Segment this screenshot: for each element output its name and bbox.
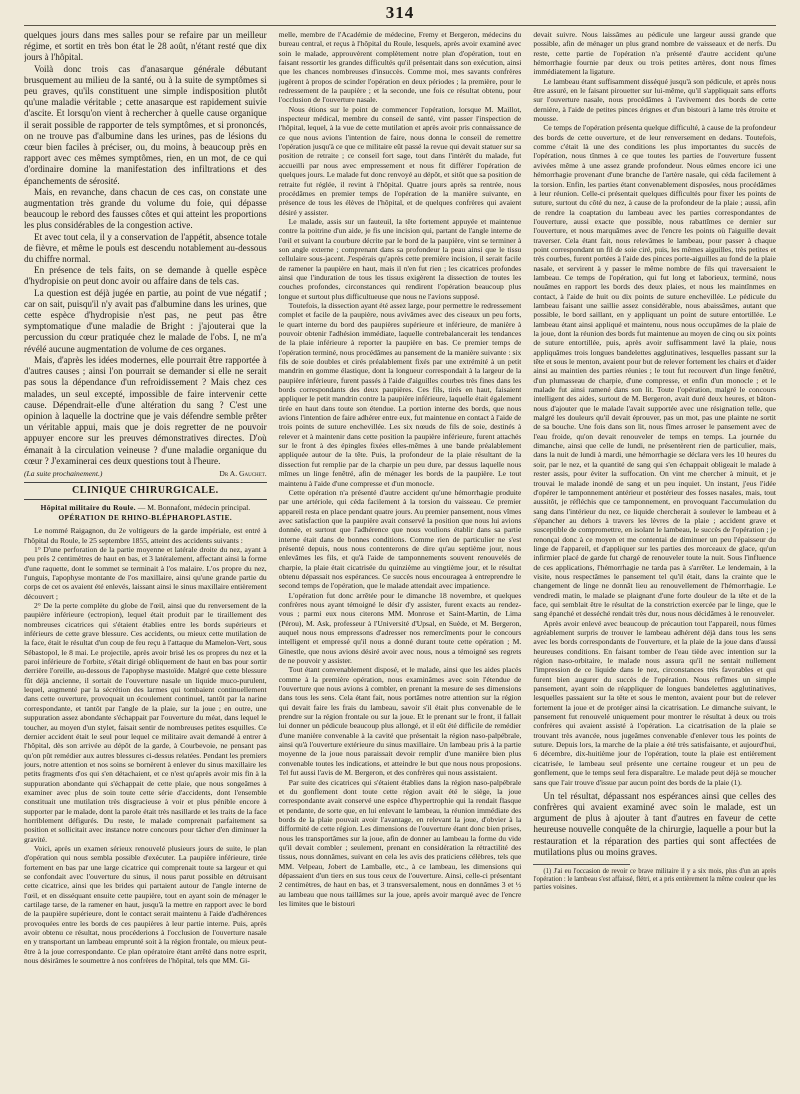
- paragraph: En présence de tels faits, on se demande à quelle espèce d'hydropisie on peut donc avoir ou affaire dans de tels cas.: [24, 265, 267, 287]
- paragraph: La question est déjà jugée en partie, au point de vue négatif ; car on sait, puisqu'il n'y avait pas d'albumine dans les urines, que cette espèce d'hydropisie n'est pas, ne peut pas être symptomatique d'une maladie de Bright : j'ajouterai que la percussion du cœur pratiquée chez le malade de l'obs. I, ne m'a révélé aucune augmentation de volume de ces organes.: [24, 287, 267, 354]
- operation-title: OPÉRATION DE RHINO-BLÉPHAROPLASTIE.: [58, 513, 233, 522]
- hospital-name: Hôpital militaire du Roule.: [40, 502, 136, 512]
- hospital-physician: — M. Bonnafont, médecin principal.: [135, 502, 251, 512]
- paragraph: Mais, d'après les idées modernes, elle pourrait être rapportée à d'autres causes ; ainsi l'on pourrait se demander si elle ne serait pas sous la dépendance d'un refroidissement ? Mais chez ces malades, un seul excepté, impossible de faire intervenir cette cause. Dépendrait-elle d'une altération du sang ? C'est une opinion à laquelle la doctrine que je vais défendre semble prêter un véritable appui, mais que je dois regretter de ne pouvoir appuyer encore sur les preuves démonstratives directes. D'où émanait à la circulation veineuse ? d'une maladie organique du cœur ? J'examinerai ces deux questions tout à l'heure.: [24, 354, 267, 466]
- paragraph: Après avoir enlevé avec beaucoup de précaution tout l'appareil, nous fûmes agréablement surpris de trouver le lambeau adhérent déjà dans tous les sens avec les bords correspondants de l'ouverture, et la plaie de la joue dans d'aussi heureuses conditions. En faisant tomber de l'eau tiède avec intention sur la région naso-orbitaire, le malade nous assura qu'il ne sentait nullement l'impression de ce liquide dans le nez, circonstances très favorables et qui furent bien augurer du succès de l'opération. Nous refîmes un simple pansement, ayant soin de réappliquer de longues bandelettes agglutinatives, lesquelles passaient sur la tête et sous le menton, avaient pour but de relever fortement la joue et de protéger ainsi la cicatrisation. Le dimanche suivant, le pansement fut renouvelé uniquement pour montrer le résultat à deux ou trois confrères qui avaient assisté à l'opération. La cicatrisation de la plaie se trouvant très avancée, nous jugeâmes convenable d'enlever tous les points de suture. Depuis lors, la marche de la plaie a été très satisfaisante, et aujourd'hui, 6 décembre, dix-huitième jour de l'opération, toute la plaie est entièrement cicatrisée, le lambeau seul présente une certaine rougeur et un peu de gonflement, que le temps seul fera disparaître. Le malade peut déjà se moucher sans que l'air trouve d'issue par aucun point des bords de la plaie (1).: [533, 618, 776, 787]
- text-columns: [24, 30, 776, 1094]
- paragraph: Toutefois, la dissection ayant été assez large, pour permettre le redressement complet et facile de la paupière, nous avivâmes avec des ciseaux un peu forts, le quart interne du bord des paupières supérieure et inférieure, de manière à pouvoir obtenir l'adhésion immédiate, laquelle contrebalancerait les tendances de la plaie inférieure à reporter la paupière en bas. Ce premier temps de l'opération terminé, nous procédâmes au pansement de la manière suivante : six fils de soie doubles et cirés préalablement fixés par une extrémité à un petit mandrin en gomme élastique, dont la longueur correspondait à la largeur de la paupière inférieure, furent passés à l'aide d'aiguilles courbes très fines dans les bords correspondants des deux paupières. Ces fils, tirés en haut, faisaient appliquer le petit mandrin contre la paupière inférieure, laquelle était également tirée en haut dans toute son étendue. La portion interne des bords, que nous avions l'intention de faire adhérer entre eux, fut maintenue en contact à l'aide de trois points de suture enchevillée. Les six nœuds de fils de soie, destinés à relever et à maintenir dans cette position la paupière inférieure, furent attachés sur le front à des épingles fixées elles-mêmes à une bande préalablement appliquée autour de la tête. Puis, la profondeur de la plaie résultant de la dissection fut remplie par de la charpie un peu dure, par dessus laquelle nous mîmes un linge fenêtré, afin de ménager les bords de la paupière. Le tout maintenu à l'aide d'une compresse et d'un monocle.: [278, 300, 522, 488]
- author-signature: Dr A. Gauchet.: [219, 468, 267, 478]
- footnote-rule: [533, 864, 630, 865]
- paragraph: 2° De la perte complète du globe de l'œil, ainsi que du renversement de la paupière inférieure (ectropion), lequel était produit par le tiraillement des nombreuses cicatrices qui s'étaient établies entre les bords supérieurs et inférieurs de cette grave blessure. Ces accidents, ou mieux cette mutilation de la face, était le résultat d'un coup de feu reçu à l'attaque du Mamelon-Vert, sous Sébastopol, le 8 mai. Le projectile, après avoir brisé les os propres du nez et la paroi inférieure de l'orbite, s'était dirigé obliquement de haut en bas pour sortir derrière l'oreille, au-dessous de l'apophyse mastoïde. Malgré que cette blessure fût déjà ancienne, il sortait de l'ouverture nasale un liquide muco-purulent, lequel, augmenté par la sécrétion des larmes qui tombaient continuellement dans cette ouverture, provoquait un écoulement continuel, tantôt par la narine correspondante, et tantôt par l'angle de la plaie, sur la joue ; en outre, une suppuration assez abondante s'échappait par l'ouverture du méat, dans lequel le toucher, au moyen d'un stylet, faisait sentir de nombreuses petites esquilles. Ce dernier accident était le seul pour lequel ce militaire avait demandé à entrer à l'hôpital, dès son arrivée au dépôt de la garde, à Courbevoie, ne pensant pas qu'on pût remédier aux autres blessures ci-dessus relatées. Pendant les premiers jours, notre attention et nos soins se bornèrent à enlever du sinus maxillaire les petits fragments d'os qui s'en détachaient, et ce n'est qu'après avoir mis fin à la suppuration abondante qui s'échappait de cette plaie, que nous songeâmes à examiner avec plus de soin toute cette série d'accidents, dont l'ensemble constituait une mutilation très disgracieuse à voir et plus pénible encore à supporter par le malade, dont la parole était très nasillarde et les traits de la face horriblement défigurés. Du reste, le malade comprenait parfaitement sa position et sollicitait avec instance notre concours pour tâcher d'en diminuer la gravité.: [24, 601, 267, 844]
- column-2: [279, 30, 522, 1094]
- continued-note: (La suite prochainement.): [24, 468, 103, 478]
- paragraph: Voilà donc trois cas d'anasarque générale débutant brusquement au milieu de la santé, ou à la suite de symptômes si peu graves, qu'ils constituent une simple indisposition plutôt qu'une maladie véritable ; cette anasarque est rapidement suivie d'ascite. Et lorsqu'on vient à rechercher à quelle cause organique il serait possible de rapporter de tels symptômes, et si prononcés, on ne trouve pas d'albumine dans les urines, pas de lésions du cœur bien faciles à préciser, ou, du moins, à beaucoup près en rapport avec ces mêmes symptômes, rien, en un mot, de ce qui d'ordinaire domine la manifestation des infiltrations et des épanchements de sérosité.: [24, 63, 267, 186]
- page-number: 314: [385, 3, 415, 22]
- section-title: CLINIQUE CHIRURGICALE.: [24, 482, 267, 499]
- paragraph: quelques jours dans mes salles pour se refaire par un meilleur régime, et sortit en très bon état le 28 août, n'étant resté que dix jours à l'hôpital.: [24, 30, 267, 63]
- paragraph: Cette opération n'a présenté d'autre accident qu'une hémorrhagie produite par une artériole, qui céda facilement à la torsion du vaisseau. Ce premier appareil resta en place pendant quatre jours. Au premier pansement, nous vîmes avec satisfaction que la paupière avait conservé la position que nous lui avions donnée, et surtout que l'adhérence que nous voulions établir dans sa partie interne était dans de bonnes conditions. Comme rien de particulier ne s'est présenté depuis, nous nous contenterons de dire qu'au septième jour, nous enlevâmes les fils, et qu'à l'aide de tamponnements souvent renouvelés de charpie, la plaie était cicatrisée du quinzième au vingtième jour, et le résultat obtenu dépassait nos espérances. Ce succès nous encouragea à entreprendre le second temps de l'opération, que le malade attendait avec impatience.: [278, 487, 522, 591]
- paragraph: Et avec tout cela, il y a conservation de l'appétit, absence totale de fièvre, et même le pouls est descendu notablement au-dessous du chiffre normal.: [24, 231, 267, 265]
- article-medicine-continuation: [24, 30, 267, 467]
- paragraph: Le malade, assis sur un fauteuil, la tête fortement appuyée et maintenue contre la poitrine d'un aide, je fis une incision qui, partant de l'angle interne de l'œil et suivant la courbure décrite par le bord de la paupière, vint se terminer à son angle externe ; comprenant dans sa profondeur la peau ainsi que le tissu cellulaire sous-jacent. J'espérais qu'après cette première incision, il serait facile de ramener la paupière en haut, mais il n'en fut rien ; les cicatrices profondes ainsi que l'induration de tous les tissus exigèrent la dissection de toutes les couches profondes, circonstances qui rendirent l'opération beaucoup plus longue et surtout plus difficultueuse que nous ne l'avions supposé.: [278, 216, 522, 301]
- paragraph: Nous étions sur le point de commencer l'opération, lorsque M. Maillot, inspecteur médical, membre du conseil de santé, vint passer l'inspection de l'hôpital, lequel, à la vue de cette mutilation et après avoir pris connaissance de ce que nous avions l'intention de faire, nous donna le conseil de remettre l'opération jusqu'à ce que ce militaire eût passé la revue qui devait statuer sur sa position de retraite ; ce conseil fort sage, tout dans l'intérêt du malade, fut accueilli par nous avec empressement et nous fit différer l'opération de quelques jours. Le malade fut donc renvoyé au dépôt, et sitôt que sa position de retraite fut réglée, il revint à l'hôpital. Quatre jours après sa rentrée, nous procédâmes en premier temps de l'opération de la manière suivante, en présence de tous les élèves de l'hôpital, et de quelques confrères qui avaient désiré y assister.: [278, 104, 522, 217]
- column-3: [533, 30, 776, 1094]
- paragraph: Le lambeau étant suffisamment disséqué jusqu'à son pédicule, et après nous être assuré, en le faisant pirouetter sur lui-même, qu'il s'appliquait sans efforts sur l'ouverture nasale, nous procédâmes à l'avivement des bords de cette dernière, à l'aide de petites pinces érignes et d'un bistouri à lame très étroite et mousse.: [533, 76, 776, 124]
- paragraph: Ce temps de l'opération présenta quelque difficulté, à cause de la profondeur des bords de cette ouverture, et de leur renversement en dedans. Toutefois, comme c'était là une des conditions les plus importantes du succès de l'opération, nous tînmes à ce que toutes les parties de l'ouverture fussent avivées même à une assez grande profondeur. Nous eûmes encore ici une hémorrhagie provenant d'une branche de l'artère nasale, qui céda facilement à la torsion. Enfin, les parties étant convenablement disposées, nous procédâmes à leur réunion. Celle-ci présentait quelques difficultés pour fixer les points de suture, surtout du côté du nez, à cause de la profondeur de la plaie ; aussi, afin de rendre la coaptation du lambeau avec les parties correspondantes de l'ouverture, aussi exacte que possible, nous rabattîmes ce dernier sur l'ouverture, et nous marquâmes avec de l'encre les points où l'aiguille devait traverser. Cela étant fait, nous relevâmes le lambeau, pour passer à chaque point correspondant un fil de soie ciré, puis, les mêmes aiguilles, très petites et très courbes, furent portées à l'aide des pinces porte-aiguilles au fond de la plaie nasale, et servirent à y passer le même nombre de fils qui traversaient le lambeau. Ce temps de l'opération, qui fut long et laborieux, terminé, nous nouâmes en rapport les bords des deux plaies, et nous les maintînmes en contact, à l'aide de huit ou dix points de suture enchevillée. Le pédicule du lambeau faisant une saillie assez considérable, nous abaissâmes, autant que possible, le bord saillant, en y appliquant un point de suture entortillée. Le lambeau étant ainsi appliqué et maintenu, nous nous occupâmes de la plaie de la joue, dont la réunion des bords fut maintenue au moyen de cinq ou six points de suture entortillée, puis, après avoir suffisamment lavé la plaie, nous appliquâmes trois longues bandelettes agglutinatives, lesquelles passant sur la tête et sous le menton, avaient pour but de relever fortement les chairs et d'aider ainsi au maintien des parties réunies ; le tout fut recouvert d'un linge fenêtré, d'un plumasseau de charpie, d'une compresse, et enfin d'un monocle ; et le malade fut ainsi ramené dans son lit. Toute l'opération, malgré le concours intelligent des aides, surtout de M. Bergeron, avait duré deux heures, et bâton-nous d'ajouter que le malade l'avait supportée avec une résignation telle, que malgré les douleurs qu'il devait éprouver, pas un mot, pas une plainte ne sortit de sa bouche. Une fois dans son lit, nous fîmes arroser le pansement avec de l'eau froide, qu'on devait renouveler de temps en temps. La journée du dimanche, ainsi que celle de lundi, ne présentèrent rien de particulier, mais, dans la nuit de lundi à mardi, une hémorrhagie se déclara vers les 10 heures du soir, par le nez, et la quantité de sang qui s'en échappait obligeait le malade à rester assis, pour éviter la suffocation. On vint me chercher à minuit, et je trouvai le malade inondé de sang et un peu inquiet. Un instant, j'eus l'idée d'opérer le tamponnement antérieur et postérieur des fosses nasales, mais, tout aussitôt, je réfléchis que ce tamponnement, en provoquant l'accumulation du sang dans l'intérieur du nez, ce liquide chercherait à soulever le lambeau et à s'épancher au dehors à travers les lèvres de la plaie ; accident grave et susceptible de compromettre, en isolant le lambeau, le succès de l'opération ; je renonçai donc à ce moyen et me contentai de diminuer un peu l'épaisseur du linge de l'appareil, et d'appliquer sur les parties des morceaux de glace, qu'un infirmier placé de garde fut chargé de renouveler toute la nuit. Sous l'influence de ces applications, l'hémorrhagie ne tarda pas à s'arrêter. Le lendemain, à la visite, nous respectâmes le pansement tel qu'il était, dans la crainte que le changement de linge ne donnât lieu au renouvellement de l'hémorrhagie. Le vendredi matin, le malade se plaignant d'une forte douleur de la tête et de la face, qui semblait être le résultat de la constriction exercée par le linge, que le sang épanché et desséché rendait très dur, nous nous décidâmes à le renouveler.: [533, 123, 776, 619]
- paragraph: L'opération fut donc arrêtée pour le dimanche 18 novembre, et quelques confrères nous ayant témoigné le désir d'y assister, furent exacts au rendez-vous ; parmi eux nous citerons MM. Monrose et Saint-Martin, de Lima (Pérou), M. Ask, professeur à l'Université d'Upsal, en Suède, et M. Bergeron, auquel nous nous empressons d'adresser nos remercîments pour le concours intelligent et empressé qu'il nous a donné durant toute cette opération ; M. Ginestle, que nous avions désiré avoir avec nous, nous a témoigné ses regrets de ne pouvoir y assister.: [278, 590, 522, 666]
- paragraph: devait suivre. Nous laissâmes au pédicule une largeur aussi grande que possible, afin de ménager un plus grand nombre de vaisseaux et de nerfs. Du reste, cette partie de l'opération n'a présenté d'autre accident qu'une hémorrhagie fournie par deux ou trois petites artères, dont nous fîmes immédiatement la ligature.: [533, 30, 776, 77]
- paragraph: 1° D'une perforation de la partie moyenne et latérale droite du nez, ayant à peu près 2 centimètres de haut en bas, et 3 latéralement, affectant ainsi la forme d'une raquette, dont le sommet se terminait à l'os malaire. L'os propre du nez, l'unguis, l'apophyse montante de l'os maxillaire, ainsi qu'une grande partie du corps de cet os avaient été enlevés, laissant ainsi le sinus maxillaire entièrement découvert ;: [24, 544, 267, 601]
- footnote: (1) J'ai eu l'occasion de revoir ce brave militaire il y a six mois, plus d'un an après l'opération : le lambeau s'est affaissé, flétri, et a pris entièrement la même couleur que les parties voisines.: [533, 868, 776, 892]
- paragraph: Par suite des cicatrices qui s'étaient établies dans la région naso-palpébrale et du gonflement dont toute cette région avait été le siège, la joue correspondante avait conservé une espèce d'hypertrophie qui la rendait flasque et pendante, de sorte que, en lui enlevant le lambeau, la réunion immédiate des bords de la plaie pouvait avoir l'avantage, en relevant la joue, d'obvier à la difformité de cette région. Les dimensions de l'ouverture étant donc bien prises, nous les transportâmes sur la joue, afin de donner au lambeau la forme du vide qu'il devait combler ; seulement, prenant en considération la rétractilité des tissus, nous donnâmes, suivant en cela les avis des praticiens célèbres, tels que MM. Velpeau, Jobert de Lamballe, etc., à ce lambeau, les dimensions qui dépassaient d'un tiers en sus tous ceux de l'ouverture. Ainsi, celle-ci présentant 2 centimètres, de haut en bas, et 3 transversalement, nous en donnâmes 3 et ½ au lambeau que nous taillâmes sur la joue, après avoir marqué avec de l'encre les limites que le bistouri: [278, 777, 522, 908]
- closing-paragraph: Un tel résultat, dépassant nos espérances ainsi que celles des confrères qui avaient examiné avec soin le malade, est un argument de plus à ajouter à tant d'autres en faveur de cette heureuse nouvelle conquête de la chirurgie, laquelle a pour but la restauration et la réparation des parties qui sont affectées de mutilations plus ou moins graves.: [533, 790, 776, 857]
- paragraph: melle, membre de l'Académie de médecine, Fremy et Bergeron, médecins du bureau central, et reçus à l'hôpital du Roule, lesquels, après avoir examiné avec soin le malade, approuvèrent complètement notre plan d'opération, tout en faisant ressortir les grandes difficultés qu'il présentait dans son exécution, ainsi que les chances nombreuses d'insuccès. Comme moi, mes savants confrères jugèrent à propos de scinder l'opération en deux périodes ; la première, pour le redressement de la paupière ; et la seconde, une fois ce résultat obtenu, pour l'occlusion de l'ouverture nasale.: [278, 30, 522, 105]
- paragraph: Tout étant convenablement disposé, et le malade, ainsi que les aides placés comme à la première opération, nous examinâmes avec soin l'étendue de l'ouverture que nous avions à combler, en prenant la mesure de ses dimensions dans tous les sens. Cela étant fait, nous portâmes notre attention sur la région qui devait faire les frais du lambeau, savoir s'il était plus convenable de le prendre sur la région frontale ou sur la joue. Et le prenant sur le front, il fallait lui donner un pédicule beaucoup plus allongé, et il eût été difficile de remédier d'une manière convenable à la cavité que présentait la région naso-palpébrale, ainsi qu'à l'ouverture extérieure du sinus maxillaire. Un lambeau pris à la partie moyenne de la joue nous paraissait devoir remplir d'une manière bien plus convenable toutes les indications, et atteindre le but que nous nous proposions. Tel fut aussi l'avis de M. Bergeron, et des confrères qui nous assistaient.: [278, 665, 522, 778]
- column-1: [24, 30, 267, 1094]
- paragraph: Voici, après un examen sérieux renouvelé plusieurs jours de suite, le plan d'opération qui nous sembla possible d'exécuter. La paupière inférieure, tirée fortement en bas par une large cicatrice qui comprenait toute sa largeur et qui se confondait avec l'ouverture du sinus, il nous parut possible en détruisant cette cicatrice, ainsi que les brides qui partaient autour de l'angle interne de l'œil, et en disséquant ensuite cette paupière, tout en ayant soin de ménager le cartilage tarse, de la ramener en haut, jusqu'à la mettre en rapport avec le bord de la paupière supérieure, dont le contact serait maintenu à l'aide d'adhérences provoquées entre les bords de ces paupières à leur partie interne. Puis, après avoir obtenu ce résultat, nous procéderions à l'occlusion de l'ouverture nasale en y transportant un lambeau emprunté soit à la région frontale, ou mieux peut-être à la joue correspondante. Ce plan opératoire étant arrêté dans notre esprit, nous désirâmes le soumettre à nos confrères de l'hôpital, tels que MM. Gi-: [24, 843, 267, 966]
- header-rule: [24, 25, 776, 26]
- signature-line: [24, 469, 267, 478]
- paragraph: Le nommé Raigagnon, du 2e voltigeurs de la garde impériale, est entré à l'hôpital du Roule, le 25 septembre 1855, atteint des accidents suivants :: [24, 526, 267, 545]
- hospital-line: [24, 503, 267, 512]
- paragraph: Mais, en revanche, dans chacun de ces cas, on constate une augmentation très grande du volume du foie, qui dépasse beaucoup le rebord des fausses côtes et qui atteint les proportions les plus considérables de la congestion active.: [24, 186, 267, 231]
